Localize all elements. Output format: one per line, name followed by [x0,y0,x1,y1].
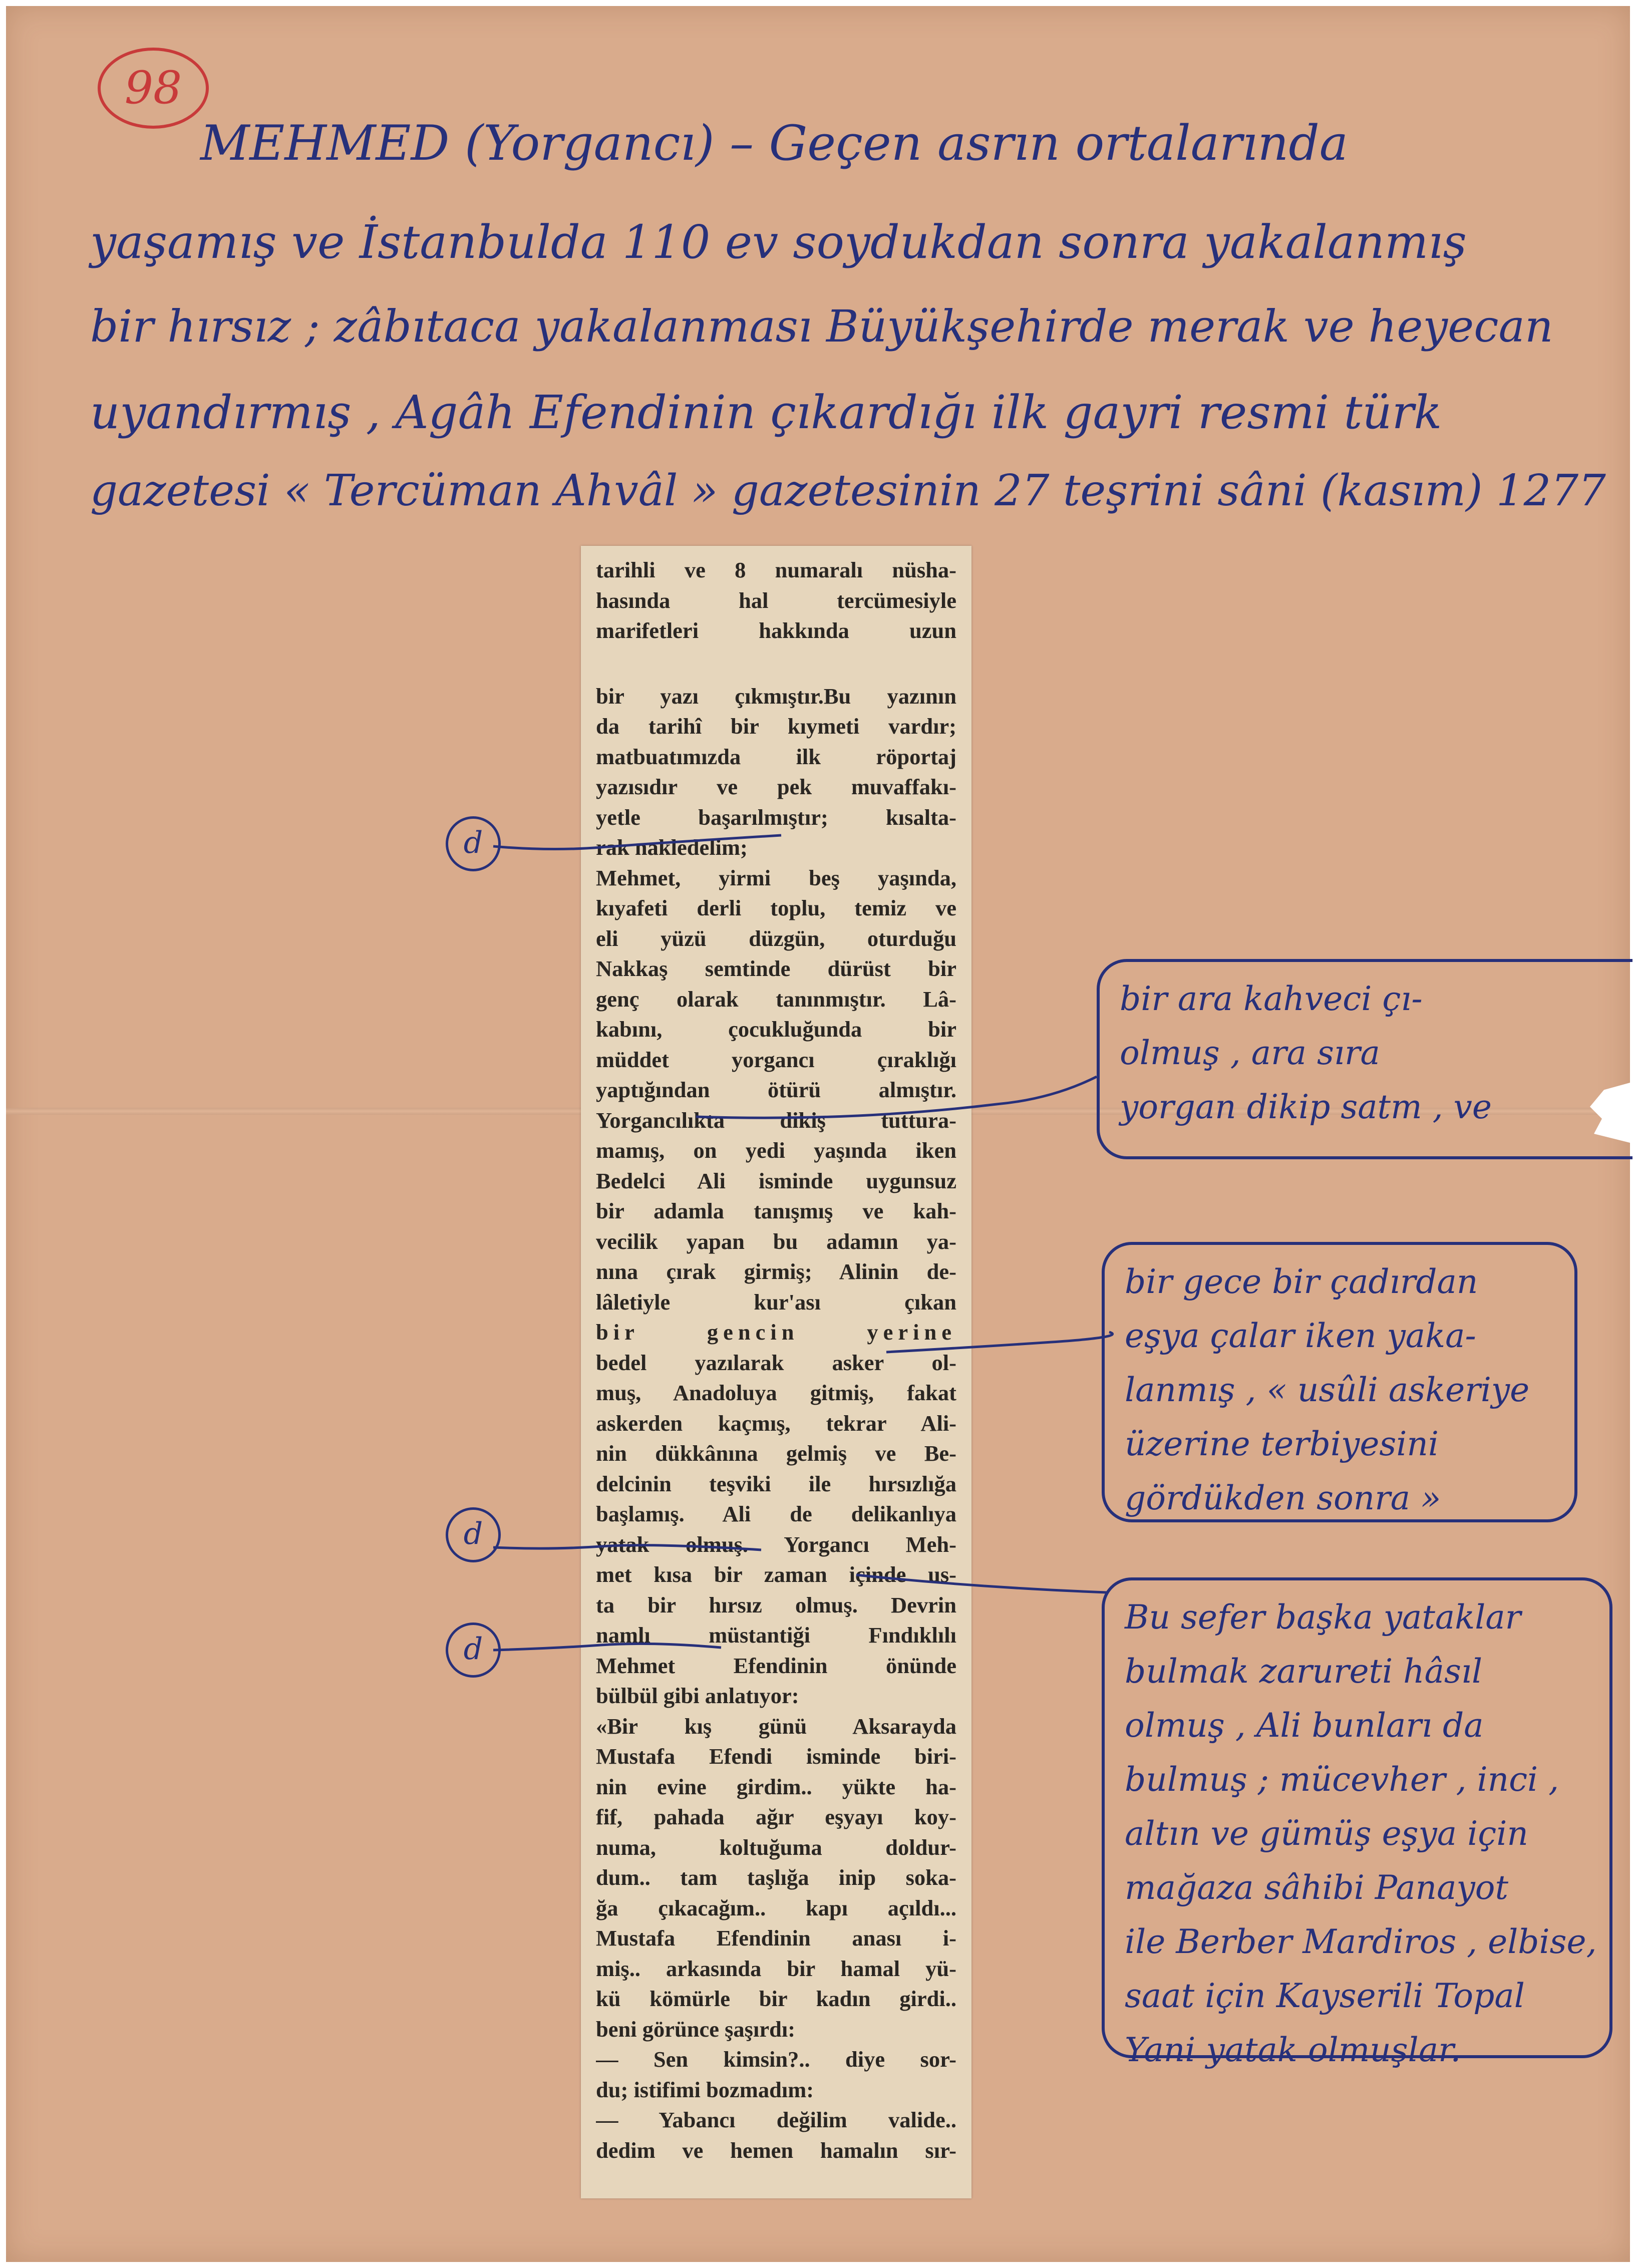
note-box-3 [1102,1577,1612,2069]
clipping-line: «Bir kış günü Aksarayda [596,1713,956,1739]
clipping-line: met kısa bir zaman içinde us- [596,1562,956,1587]
clipping-line: Mustafa Efendinin anası i- [596,1925,956,1951]
note-line: eşya çalar iken yaka- [1125,1317,1476,1355]
note-line: altın ve gümüş eşya için [1125,1814,1528,1853]
clipping-line: da tarihî bir kıymeti vardır; [596,714,956,739]
clipping-line: matbuatımızda ilk röportaj [596,744,956,769]
note-line: bulmak zarureti hâsıl [1125,1652,1483,1691]
header-line-5: gazetesi « Tercüman Ahvâl » gazetesinin 27 teşrini sâni (kasım) 1277 [90,466,1606,516]
clipping-line: Yorgancılıkta dikiş tuttura- [596,1107,956,1133]
note-line: üzerine terbiyesini [1125,1425,1439,1463]
clipping-line: Mehmet, yirmi beş yaşında, [596,865,956,890]
clipping-line: bir adamla tanışmış ve kah- [596,1198,956,1223]
clipping-line: — Sen kimsin?.. diye sor- [596,2047,956,2072]
clipping-line: başlamış. Ali de delikanlıya [596,1501,956,1526]
note-line: yorgan dikip satm , ve [1120,1088,1492,1126]
clipping-line: müddet yorgancı çıraklığı [596,1047,956,1072]
header-line-1: MEHMED (Yorgancı) – Geçen asrın ortalarında [200,115,1348,171]
clipping-line: vecilik yapan bu adamın ya- [596,1228,956,1254]
clipping-line: nin evine girdim.. yükte ha- [596,1774,956,1799]
clipping-line: yazısıdır ve pek muvaffakı- [596,774,956,799]
note-line: bir ara kahveci çı- [1120,980,1423,1018]
clipping-line: — Yabancı değilim valide.. [596,2107,956,2132]
clipping-line: ta bir hırsız olmuş. Devrin [596,1592,956,1617]
clipping-line: Nakkaş semtinde dürüst bir [596,956,956,981]
clipping-line: tarihli ve 8 numaralı nüsha- [596,557,956,582]
page-number: 98 [98,48,209,129]
header-line-2: yaşamış ve İstanbulda 110 ev soydukdan sonra yakalanmış [90,215,1467,269]
note-line: olmuş , ara sıra [1120,1034,1380,1072]
note-line: saat için Kayserili Topal [1125,1977,1525,2015]
clipping-line: bedel yazılarak asker ol- [596,1350,956,1375]
note-line: olmuş , Ali bunları da [1125,1706,1484,1745]
note-line: Bu sefer başka yataklar [1125,1598,1521,1637]
newspaper-clipping [581,546,971,2198]
clipping-line: lâletiyle kur'ası çıkan [596,1289,956,1315]
margin-mark-d: d [446,1623,501,1678]
header-line-4: uyandırmış , Agâh Efendinin çıkardığı ilk gayri resmi türk [90,386,1442,439]
clipping-line: dedim ve hemen hamalın sır- [596,2137,956,2163]
clipping-line: dum.. tam taşlığa inip soka- [596,1865,956,1890]
note-line: bir gece bir çadırdan [1125,1262,1478,1301]
clipping-line: fif, pahada ağır eşyayı koy- [596,1804,956,1829]
clipping-line: beni görünce şaşırdı: [596,2016,796,2042]
clipping-line: nına çırak girmiş; Alinin de- [596,1259,956,1284]
margin-mark-d: d [446,816,501,871]
clipping-line: bülbül gibi anlatıyor: [596,1683,799,1708]
clipping-line: eli yüzü düzgün, oturduğu [596,925,956,951]
note-line: bulmuş ; mücevher , inci , [1125,1760,1559,1799]
clipping-line: hasında hal tercümesiyle [596,587,956,613]
clipping-line: marifetleri hakkında uzun [596,618,956,643]
clipping-line: mamış, on yedi yaşında iken [596,1138,956,1163]
note-box-2 [1102,1242,1577,1522]
note-box-1 [1097,959,1632,1159]
clipping-line: kıyafeti derli toplu, temiz ve [596,895,956,920]
clipping-line: numa, koltuğuma doldur- [596,1834,956,1860]
clipping-line: genç olarak tanınmıştır. Lâ- [596,986,956,1012]
header-line-3: bir hırsız ; zâbıtaca yakalanması Büyükşehirde merak ve heyecan [90,300,1553,352]
clipping-line: du; istifimi bozmadım: [596,2077,814,2102]
clipping-line: kabını, çocukluğunda bir [596,1017,956,1042]
clipping-line: Mehmet Efendinin önünde [596,1653,956,1678]
clipping-line: muş, Anadoluya gitmiş, fakat [596,1380,956,1405]
clipping-line: kü kömürle bir kadın girdi.. [596,1986,956,2011]
clipping-line: rak nakledelim; [596,835,748,860]
clipping-line: askerden kaçmış, tekrar Ali- [596,1410,956,1436]
note-line: lanmış , « usûli askeriye [1125,1371,1530,1409]
note-line: mağaza sâhibi Panayot [1125,1868,1508,1907]
note-line: Yani yatak olmuşlar. [1125,2031,1461,2069]
clipping-line: bir gencin yerine [596,1320,956,1345]
note-line: gördükden sonra » [1125,1479,1441,1517]
clipping-line: miş.. arkasında bir hamal yü- [596,1956,956,1981]
clipping-column [596,555,956,2165]
clipping-line: namlı müstantiği Fındıklılı [596,1623,956,1648]
clipping-line: yatak olmuş. Yorgancı Meh- [596,1531,956,1557]
margin-mark-d: d [446,1507,501,1562]
clipping-line: yaptığından ötürü almıştır. [596,1077,956,1102]
clipping-line: yetle başarılmıştır; kısalta- [596,804,956,830]
clipping-line: bir yazı çıkmıştır.Bu yazının [596,683,956,709]
clipping-line: ğa çıkacağım.. kapı açıldı... [596,1895,956,1920]
clipping-line: Bedelci Ali isminde uygunsuz [596,1168,956,1193]
clipping-line: nin dükkânına gelmiş ve Be- [596,1441,956,1466]
clipping-line: delcinin teşviki ile hırsızlığa [596,1471,956,1496]
note-line: ile Berber Mardiros , elbise, [1125,1922,1597,1961]
clipping-line: Mustafa Efendi isminde biri- [596,1744,956,1769]
